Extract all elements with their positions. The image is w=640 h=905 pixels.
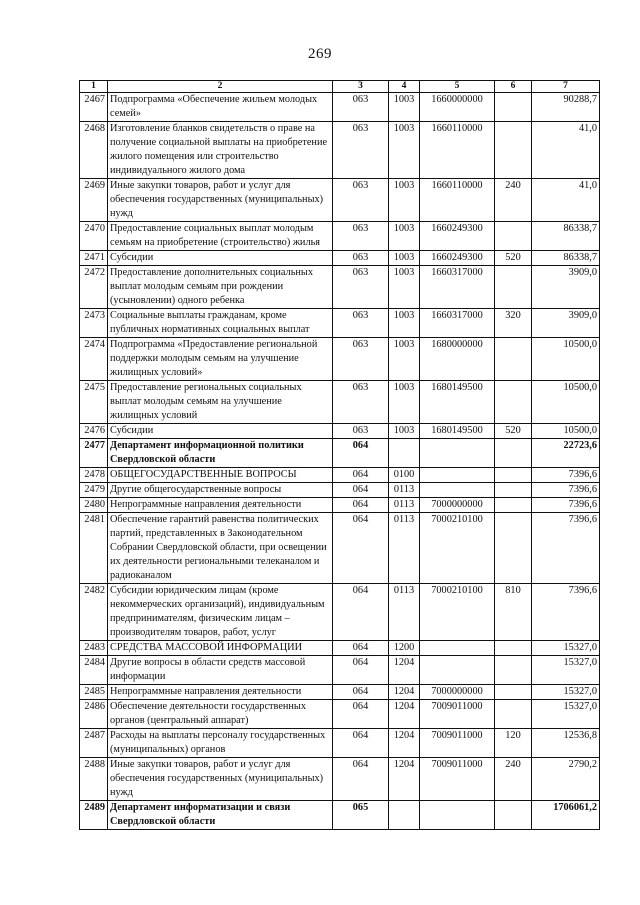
column-header: 2	[108, 81, 333, 93]
table-row	[80, 222, 600, 251]
row-number-cell: 2474	[80, 338, 108, 381]
table-row	[80, 381, 600, 424]
expense-type-cell	[495, 93, 532, 122]
target-code-cell: 1660249300	[420, 251, 495, 266]
section-code-cell: 1003	[389, 179, 420, 222]
dept-code-cell: 063	[333, 338, 389, 381]
target-code-cell: 1660317000	[420, 266, 495, 309]
item-name-cell: Другие общегосударственные вопросы	[108, 483, 333, 498]
amount-cell: 86338,7	[532, 222, 600, 251]
table-row	[80, 685, 600, 700]
table-row	[80, 468, 600, 483]
dept-code-cell: 064	[333, 498, 389, 513]
item-name-cell: Подпрограмма «Предоставление региональной поддержки молодым семьям на улучшение жилищных условий»	[108, 338, 333, 381]
section-code-cell: 1003	[389, 251, 420, 266]
expense-type-cell	[495, 483, 532, 498]
row-number-cell: 2480	[80, 498, 108, 513]
expense-type-cell	[495, 656, 532, 685]
amount-cell: 10500,0	[532, 381, 600, 424]
item-name-cell: Изготовление бланков свидетельств о праве на получение социальной выплаты на приобретение жилого помещения или строительство индивидуального жилого дома	[108, 122, 333, 179]
budget-table	[79, 80, 600, 830]
item-name-cell: Субсидии юридическим лицам (кроме некоммерческих организаций), индивидуальным предпринимателям, физическим лицам – производителям товаров, работ, услуг	[108, 584, 333, 641]
table-row	[80, 179, 600, 222]
section-code-cell: 1204	[389, 758, 420, 801]
table-row	[80, 93, 600, 122]
expense-type-cell	[495, 381, 532, 424]
target-code-cell: 7000210100	[420, 584, 495, 641]
item-name-cell: Департамент информационной политики Свердловской области	[108, 439, 333, 468]
dept-code-cell: 064	[333, 513, 389, 584]
item-name-cell: Другие вопросы в области средств массовой информации	[108, 656, 333, 685]
target-code-cell	[420, 641, 495, 656]
column-header: 7	[532, 81, 600, 93]
amount-cell: 15327,0	[532, 656, 600, 685]
expense-type-cell: 240	[495, 179, 532, 222]
amount-cell: 22723,6	[532, 439, 600, 468]
dept-code-cell: 065	[333, 801, 389, 830]
row-number-cell: 2476	[80, 424, 108, 439]
item-name-cell: Департамент информатизации и связи Свердловской области	[108, 801, 333, 830]
target-code-cell: 7009011000	[420, 700, 495, 729]
section-code-cell: 1003	[389, 424, 420, 439]
row-number-cell: 2484	[80, 656, 108, 685]
expense-type-cell: 120	[495, 729, 532, 758]
target-code-cell: 1680149500	[420, 424, 495, 439]
item-name-cell: Обеспечение гарантий равенства политических партий, представленных в Законодательном Собрании Свердловской области, при освещении их деятельности региональными телеканалом и радиоканалом	[108, 513, 333, 584]
dept-code-cell: 064	[333, 685, 389, 700]
item-name-cell: Расходы на выплаты персоналу государственных (муниципальных) органов	[108, 729, 333, 758]
target-code-cell: 1660110000	[420, 122, 495, 179]
section-code-cell: 1003	[389, 122, 420, 179]
row-number-cell: 2471	[80, 251, 108, 266]
expense-type-cell: 520	[495, 424, 532, 439]
row-number-cell: 2473	[80, 309, 108, 338]
column-header: 3	[333, 81, 389, 93]
table-row	[80, 656, 600, 685]
target-code-cell: 7000000000	[420, 498, 495, 513]
item-name-cell: СРЕДСТВА МАССОВОЙ ИНФОРМАЦИИ	[108, 641, 333, 656]
item-name-cell: Социальные выплаты гражданам, кроме публичных нормативных социальных выплат	[108, 309, 333, 338]
dept-code-cell: 063	[333, 266, 389, 309]
section-code-cell: 0113	[389, 498, 420, 513]
table-row	[80, 251, 600, 266]
row-number-cell: 2487	[80, 729, 108, 758]
amount-cell: 1706061,2	[532, 801, 600, 830]
expense-type-cell	[495, 222, 532, 251]
table-row	[80, 729, 600, 758]
dept-code-cell: 063	[333, 122, 389, 179]
expense-type-cell	[495, 685, 532, 700]
row-number-cell: 2478	[80, 468, 108, 483]
table-row	[80, 266, 600, 309]
dept-code-cell: 063	[333, 424, 389, 439]
expense-type-cell	[495, 439, 532, 468]
amount-cell: 2790,2	[532, 758, 600, 801]
table-row	[80, 801, 600, 830]
dept-code-cell: 063	[333, 179, 389, 222]
target-code-cell: 7000000000	[420, 685, 495, 700]
item-name-cell: Субсидии	[108, 251, 333, 266]
section-code-cell: 1003	[389, 266, 420, 309]
amount-cell: 10500,0	[532, 338, 600, 381]
item-name-cell: Иные закупки товаров, работ и услуг для обеспечения государственных (муниципальных) нужд	[108, 758, 333, 801]
section-code-cell: 1204	[389, 656, 420, 685]
section-code-cell: 1003	[389, 338, 420, 381]
table-row	[80, 513, 600, 584]
row-number-cell: 2481	[80, 513, 108, 584]
expense-type-cell	[495, 468, 532, 483]
target-code-cell: 1660317000	[420, 309, 495, 338]
item-name-cell: Непрограммные направления деятельности	[108, 685, 333, 700]
target-code-cell: 7000210100	[420, 513, 495, 584]
amount-cell: 90288,7	[532, 93, 600, 122]
amount-cell: 41,0	[532, 179, 600, 222]
target-code-cell	[420, 483, 495, 498]
section-code-cell: 1003	[389, 381, 420, 424]
item-name-cell: Непрограммные направления деятельности	[108, 498, 333, 513]
dept-code-cell: 063	[333, 93, 389, 122]
expense-type-cell	[495, 266, 532, 309]
section-code-cell: 1003	[389, 222, 420, 251]
table-row	[80, 122, 600, 179]
section-code-cell: 1204	[389, 685, 420, 700]
item-name-cell: Субсидии	[108, 424, 333, 439]
target-code-cell: 1660249300	[420, 222, 495, 251]
dept-code-cell: 063	[333, 381, 389, 424]
amount-cell: 3909,0	[532, 309, 600, 338]
dept-code-cell: 064	[333, 758, 389, 801]
target-code-cell	[420, 656, 495, 685]
dept-code-cell: 063	[333, 309, 389, 338]
expense-type-cell: 810	[495, 584, 532, 641]
table-row	[80, 641, 600, 656]
section-code-cell: 1200	[389, 641, 420, 656]
expense-type-cell	[495, 122, 532, 179]
amount-cell: 86338,7	[532, 251, 600, 266]
section-code-cell	[389, 801, 420, 830]
expense-type-cell	[495, 338, 532, 381]
dept-code-cell: 064	[333, 700, 389, 729]
target-code-cell: 1680000000	[420, 338, 495, 381]
row-number-cell: 2477	[80, 439, 108, 468]
header-row	[80, 81, 600, 93]
item-name-cell: Подпрограмма «Обеспечение жильем молодых семей»	[108, 93, 333, 122]
dept-code-cell: 064	[333, 483, 389, 498]
amount-cell: 12536,8	[532, 729, 600, 758]
target-code-cell	[420, 439, 495, 468]
item-name-cell: Предоставление дополнительных социальных выплат молодым семьям при рождении (усыновлении) одного ребенка	[108, 266, 333, 309]
section-code-cell: 0100	[389, 468, 420, 483]
row-number-cell: 2488	[80, 758, 108, 801]
row-number-cell: 2486	[80, 700, 108, 729]
amount-cell: 15327,0	[532, 700, 600, 729]
expense-type-cell: 520	[495, 251, 532, 266]
table-row	[80, 584, 600, 641]
expense-type-cell	[495, 700, 532, 729]
dept-code-cell: 063	[333, 251, 389, 266]
table-row	[80, 758, 600, 801]
column-header: 6	[495, 81, 532, 93]
amount-cell: 41,0	[532, 122, 600, 179]
table-row	[80, 483, 600, 498]
row-number-cell: 2469	[80, 179, 108, 222]
expense-type-cell: 240	[495, 758, 532, 801]
table-row	[80, 439, 600, 468]
section-code-cell: 0113	[389, 513, 420, 584]
row-number-cell: 2489	[80, 801, 108, 830]
row-number-cell: 2475	[80, 381, 108, 424]
section-code-cell	[389, 439, 420, 468]
target-code-cell: 7009011000	[420, 758, 495, 801]
section-code-cell: 0113	[389, 483, 420, 498]
amount-cell: 7396,6	[532, 498, 600, 513]
target-code-cell: 1680149500	[420, 381, 495, 424]
row-number-cell: 2479	[80, 483, 108, 498]
amount-cell: 7396,6	[532, 513, 600, 584]
table-row	[80, 700, 600, 729]
table-row	[80, 424, 600, 439]
section-code-cell: 1204	[389, 700, 420, 729]
table-row	[80, 309, 600, 338]
amount-cell: 7396,6	[532, 584, 600, 641]
target-code-cell: 7009011000	[420, 729, 495, 758]
section-code-cell: 1003	[389, 309, 420, 338]
item-name-cell: Иные закупки товаров, работ и услуг для обеспечения государственных (муниципальных) нужд	[108, 179, 333, 222]
dept-code-cell: 064	[333, 641, 389, 656]
expense-type-cell	[495, 801, 532, 830]
target-code-cell: 1660000000	[420, 93, 495, 122]
row-number-cell: 2470	[80, 222, 108, 251]
amount-cell: 15327,0	[532, 641, 600, 656]
section-code-cell: 1003	[389, 93, 420, 122]
amount-cell: 10500,0	[532, 424, 600, 439]
expense-type-cell: 320	[495, 309, 532, 338]
row-number-cell: 2482	[80, 584, 108, 641]
target-code-cell	[420, 468, 495, 483]
row-number-cell: 2485	[80, 685, 108, 700]
row-number-cell: 2483	[80, 641, 108, 656]
dept-code-cell: 063	[333, 222, 389, 251]
row-number-cell: 2467	[80, 93, 108, 122]
expense-type-cell	[495, 641, 532, 656]
dept-code-cell: 064	[333, 584, 389, 641]
amount-cell: 7396,6	[532, 483, 600, 498]
target-code-cell	[420, 801, 495, 830]
column-header: 4	[389, 81, 420, 93]
item-name-cell: Обеспечение деятельности государственных органов (центральный аппарат)	[108, 700, 333, 729]
column-header: 5	[420, 81, 495, 93]
amount-cell: 7396,6	[532, 468, 600, 483]
amount-cell: 3909,0	[532, 266, 600, 309]
section-code-cell: 1204	[389, 729, 420, 758]
expense-type-cell	[495, 513, 532, 584]
section-code-cell: 0113	[389, 584, 420, 641]
target-code-cell: 1660110000	[420, 179, 495, 222]
expense-type-cell	[495, 498, 532, 513]
page-number: 269	[308, 46, 332, 62]
dept-code-cell: 064	[333, 468, 389, 483]
dept-code-cell: 064	[333, 729, 389, 758]
table-row	[80, 498, 600, 513]
amount-cell: 15327,0	[532, 685, 600, 700]
row-number-cell: 2468	[80, 122, 108, 179]
row-number-cell: 2472	[80, 266, 108, 309]
dept-code-cell: 064	[333, 656, 389, 685]
table-row	[80, 338, 600, 381]
item-name-cell: Предоставление региональных социальных выплат молодым семьям на улучшение жилищных условий	[108, 381, 333, 424]
column-header: 1	[80, 81, 108, 93]
dept-code-cell: 064	[333, 439, 389, 468]
item-name-cell: Предоставление социальных выплат молодым семьям на приобретение (строительство) жилья	[108, 222, 333, 251]
item-name-cell: ОБЩЕГОСУДАРСТВЕННЫЕ ВОПРОСЫ	[108, 468, 333, 483]
